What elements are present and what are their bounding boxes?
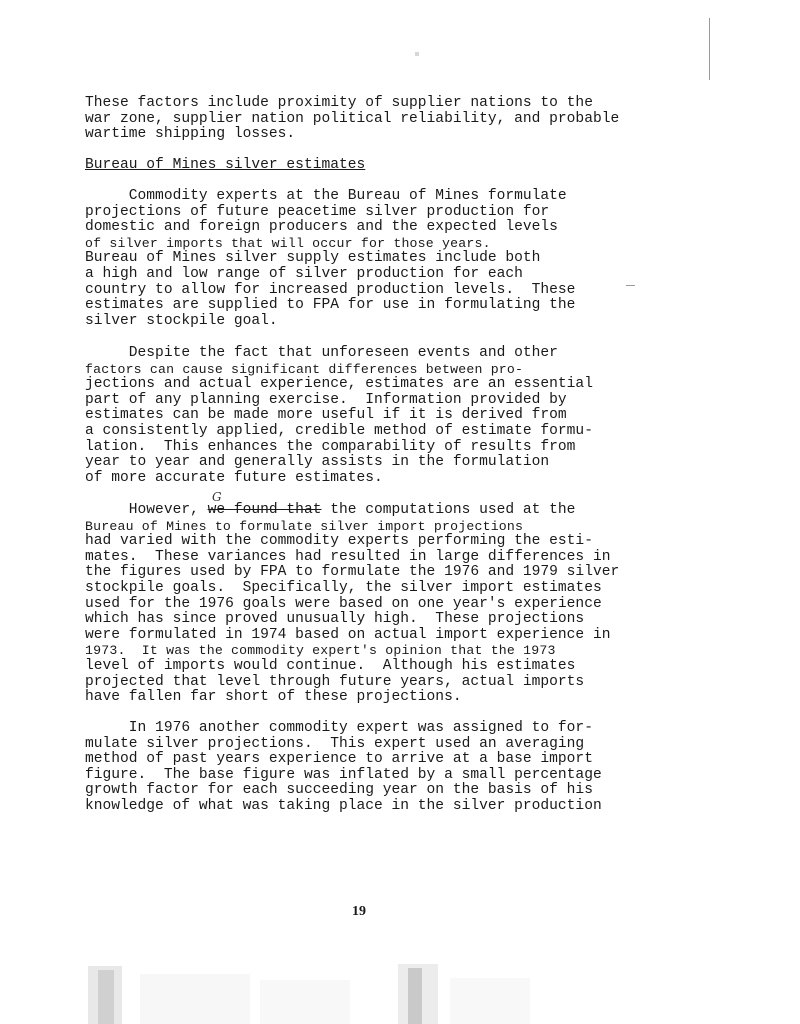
- text-line: silver stockpile goal.: [85, 312, 278, 329]
- scan-margin-mark: [709, 18, 710, 80]
- text-line: had varied with the commodity experts performing the esti-: [85, 533, 593, 550]
- text-line: mulate silver projections. This expert used an averaging: [85, 735, 585, 752]
- text-line: figure. The base figure was inflated by a small percentage: [85, 766, 602, 783]
- text-line: mates. These variances had resulted in large differences in: [85, 548, 611, 565]
- text-line: [85, 503, 665, 519]
- section-heading: Bureau of Mines silver estimates: [85, 157, 366, 173]
- text-line: 1973. It was the commodity expert's opinion that the 1973: [85, 643, 556, 659]
- intro-paragraph: [85, 96, 665, 143]
- text-line: war zone, supplier nation political reliability, and probable: [85, 110, 620, 127]
- text-line: of more accurate future estimates.: [85, 469, 383, 486]
- text-line: level of imports would continue. Although his estimates: [85, 657, 576, 674]
- text-line: lation. This enhances the comparability of results from: [85, 438, 576, 455]
- text-line: part of any planning exercise. Information provided by: [85, 391, 567, 408]
- despite-paragraph: [85, 346, 665, 486]
- text-line: the figures used by FPA to formulate the 1976 and 1979 silver: [85, 564, 620, 581]
- text-line: Despite the fact that unforeseen events and other: [85, 345, 558, 361]
- text-line: stockpile goals. Specifically, the silver import estimates: [85, 579, 602, 596]
- however-paragraph: [85, 503, 665, 706]
- expert-1976-paragraph: [85, 721, 665, 815]
- text-line: a consistently applied, credible method of estimate formu-: [85, 422, 593, 439]
- page-number: 19: [352, 904, 366, 919]
- text-line: year to year and generally assists in the formulation: [85, 454, 550, 471]
- text-line: Bureau of Mines to formulate silver import projections: [85, 518, 524, 534]
- text-line: Commodity experts at the Bureau of Mines formulate: [85, 188, 567, 204]
- text-line: of silver imports that will occur for those years.: [85, 235, 491, 251]
- struck-text: we found that: [207, 502, 322, 518]
- text-line: estimates are supplied to FPA for use in formulating the: [85, 297, 576, 314]
- scan-noise-bottom: [0, 960, 800, 1024]
- text-line: a high and low range of silver production for each: [85, 265, 523, 282]
- text-line: projected that level through future years, actual imports: [85, 673, 585, 690]
- text-line: were formulated in 1974 based on actual import experience in: [85, 626, 611, 643]
- text-line: projections of future peacetime silver production for: [85, 203, 550, 220]
- text-line: Bureau of Mines silver supply estimates include both: [85, 250, 541, 267]
- handwritten-insert-g: G: [212, 490, 222, 504]
- text-line: estimates can be made more useful if it is derived from: [85, 407, 567, 424]
- text-line: factors can cause significant differences between pro-: [85, 361, 524, 377]
- text-line: wartime shipping losses.: [85, 126, 296, 143]
- scan-speck: [415, 52, 419, 56]
- text-line: used for the 1976 goals were based on one year's experience: [85, 595, 602, 612]
- text-line: growth factor for each succeeding year on the basis of his: [85, 782, 593, 799]
- text-line: knowledge of what was taking place in the silver production: [85, 797, 602, 814]
- text-line: jections and actual experience, estimates are an essential: [85, 376, 593, 393]
- text-line: domestic and foreign producers and the expected levels: [85, 219, 558, 236]
- text-line: These factors include proximity of supplier nations to the: [85, 95, 593, 111]
- text-line: which has since proved unusually high. These projections: [85, 611, 585, 628]
- text-segment: the computations used at the: [321, 502, 576, 518]
- text-line: method of past years experience to arrive at a base import: [85, 751, 593, 768]
- bom-paragraph: [85, 189, 665, 329]
- text-line: In 1976 another commodity expert was assigned to for-: [85, 720, 593, 736]
- text-segment: However,: [85, 502, 208, 518]
- text-line: country to allow for increased production levels. These: [85, 281, 576, 298]
- text-line: have fallen far short of these projections.: [85, 689, 462, 706]
- section-heading-block: [85, 158, 665, 174]
